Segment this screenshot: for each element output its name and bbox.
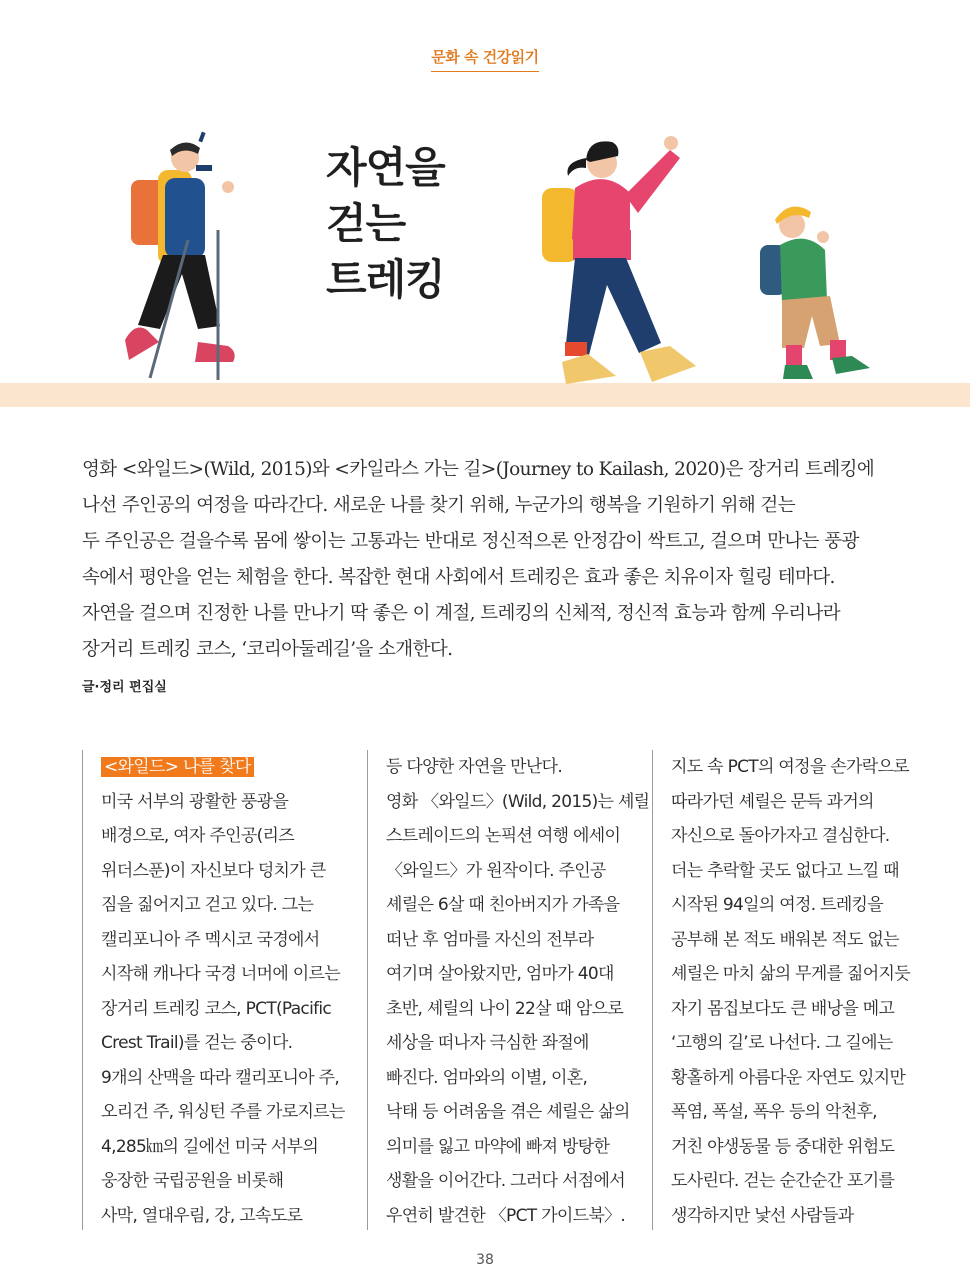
column-line: 폭염, 폭설, 폭우 등의 악천후,: [671, 1102, 877, 1122]
intro-line: 나선 주인공의 여정을 따라간다. 새로운 나를 찾기 위해, 누군가의 행복을 기원하기 위해 걷는: [82, 495, 795, 516]
column-line: 사막, 열대우림, 강, 고속도로: [101, 1205, 303, 1226]
column-line: 초반, 셰릴의 나이 22살 때 암으로: [386, 998, 624, 1019]
column-line: 위더스푼)이 자신보다 덩치가 큰: [101, 860, 326, 881]
column-line: 스트레이드의 논픽션 여행 에세이: [386, 826, 621, 846]
column-line: 황홀하게 아름다운 자연도 있지만: [671, 1067, 906, 1088]
male-hiker-figure: [125, 132, 235, 380]
intro-line: 두 주인공은 걸을수록 몸에 쌓이는 고통과는 반대로 정신적으론 안정감이 싹트고, 걸으며 만나는 풍광: [82, 531, 859, 552]
column-line: 오리건 주, 워싱턴 주를 가로지르는: [101, 1102, 345, 1122]
intro-line: 장거리 트레킹 코스, ‘코리아둘레길’을 소개한다.: [82, 639, 453, 660]
column-line: 4,285㎞의 길에선 미국 서부의: [101, 1136, 319, 1157]
column-line: Crest Trail)를 걷는 중이다.: [101, 1033, 293, 1053]
byline: 글·정리 편집실: [82, 680, 167, 695]
column-line: 낙태 등 어려움을 겪은 셰릴은 삶의: [386, 1102, 630, 1122]
column-line: 등 다양한 자연을 만난다.: [386, 757, 563, 777]
title-line-3: 트레킹: [326, 255, 445, 304]
column-line: 여기며 살아왔지만, 엄마가 40대: [386, 964, 614, 984]
column-line: 배경으로, 여자 주인공(리즈: [101, 826, 294, 846]
column-line: 영화 〈와일드〉(Wild, 2015)는 셰릴: [386, 791, 650, 812]
column-line: 세상을 떠나자 극심한 좌절에: [386, 1033, 589, 1053]
column-line: 더는 추락할 곳도 없다고 느낄 때: [671, 860, 899, 881]
title-line-1: 자연을: [326, 143, 445, 192]
column-line: 9개의 산맥을 따라 캘리포니아 주,: [101, 1067, 340, 1088]
column-line: 장거리 트레킹 코스, PCT(Pacific: [101, 998, 332, 1019]
child-hiker-figure: [760, 207, 870, 379]
column-line: 〈와일드〉가 원작이다. 주인공: [386, 860, 606, 881]
column-line: 시작해 캐나다 국경 너머에 이르는: [101, 964, 340, 984]
column-line: ‘고행의 길’로 나선다. 그 길에는: [671, 1033, 893, 1053]
column-line: 캘리포니아 주 멕시코 국경에서: [101, 929, 320, 950]
column-line: 의미를 잃고 마약에 빠져 방탕한: [386, 1136, 610, 1157]
page-title: [326, 140, 445, 308]
section-tag: [0, 46, 970, 72]
intro-line: 영화 <와일드>(Wild, 2015)와 <카일라스 가는 길>(Journey to Kailash, 2020)은 장거리 트레킹에: [82, 459, 875, 480]
column-line: 짐을 짊어지고 걷고 있다. 그는: [101, 895, 314, 915]
intro-line: 자연을 걸으며 진정한 나를 만나기 딱 좋은 이 계절, 트레킹의 신체적, 정신적 효능과 함께 우리나라: [82, 603, 841, 624]
column-line: 자기 몸집보다도 큰 배낭을 메고: [671, 998, 895, 1019]
column-line: 시작된 94일의 여정. 트레킹을: [671, 895, 883, 915]
column-line: 지도 속 PCT의 여정을 손가락으로: [671, 757, 909, 777]
column-line: 거친 야생동물 등 중대한 위험도: [671, 1136, 895, 1157]
column-line: 생각하지만 낯선 사람들과: [671, 1205, 854, 1226]
column-line: 따라가던 셰릴은 문득 과거의: [671, 791, 874, 812]
female-hiker-figure: [542, 136, 696, 384]
column-line: 자신으로 돌아가자고 결심한다.: [671, 826, 890, 846]
column-line: 웅장한 국립공원을 비롯해: [101, 1171, 284, 1191]
column-heading-label: <와일드> 나를 찾다: [101, 757, 254, 777]
title-line-2: 걷는: [326, 199, 406, 248]
column-line: 셰릴은 6살 때 친아버지가 가족을: [386, 895, 620, 915]
column-line: 떠난 후 엄마를 자신의 전부라: [386, 929, 594, 950]
hikers-illustration: [0, 120, 970, 400]
column-line: 공부해 본 적도 배워본 적도 없는: [671, 929, 899, 950]
section-tag-label: 문화 속 건강읽기: [431, 46, 538, 72]
article-column-2: [367, 750, 650, 1230]
column-line: 우연히 발견한 〈PCT 가이드북〉.: [386, 1205, 626, 1226]
column-heading: [101, 750, 360, 785]
article-column-3: [652, 750, 930, 1230]
column-line: 빠진다. 엄마와의 이별, 이혼,: [386, 1067, 588, 1088]
column-line: 생활을 이어간다. 그러다 서점에서: [386, 1171, 625, 1191]
article-column-1: [82, 750, 360, 1230]
intro-line: 속에서 평안을 얻는 체험을 한다. 복잡한 현대 사회에서 트레킹은 효과 좋은 치유이자 힐링 테마다.: [82, 567, 835, 588]
page-number: 38: [476, 1252, 494, 1268]
intro-paragraph: [82, 452, 912, 668]
column-line: 도사린다. 걷는 순간순간 포기를: [671, 1171, 895, 1191]
column-line: 셰릴은 마치 삶의 무게를 짊어지듯: [671, 964, 910, 984]
column-line: 미국 서부의 광활한 풍광을: [101, 791, 289, 812]
